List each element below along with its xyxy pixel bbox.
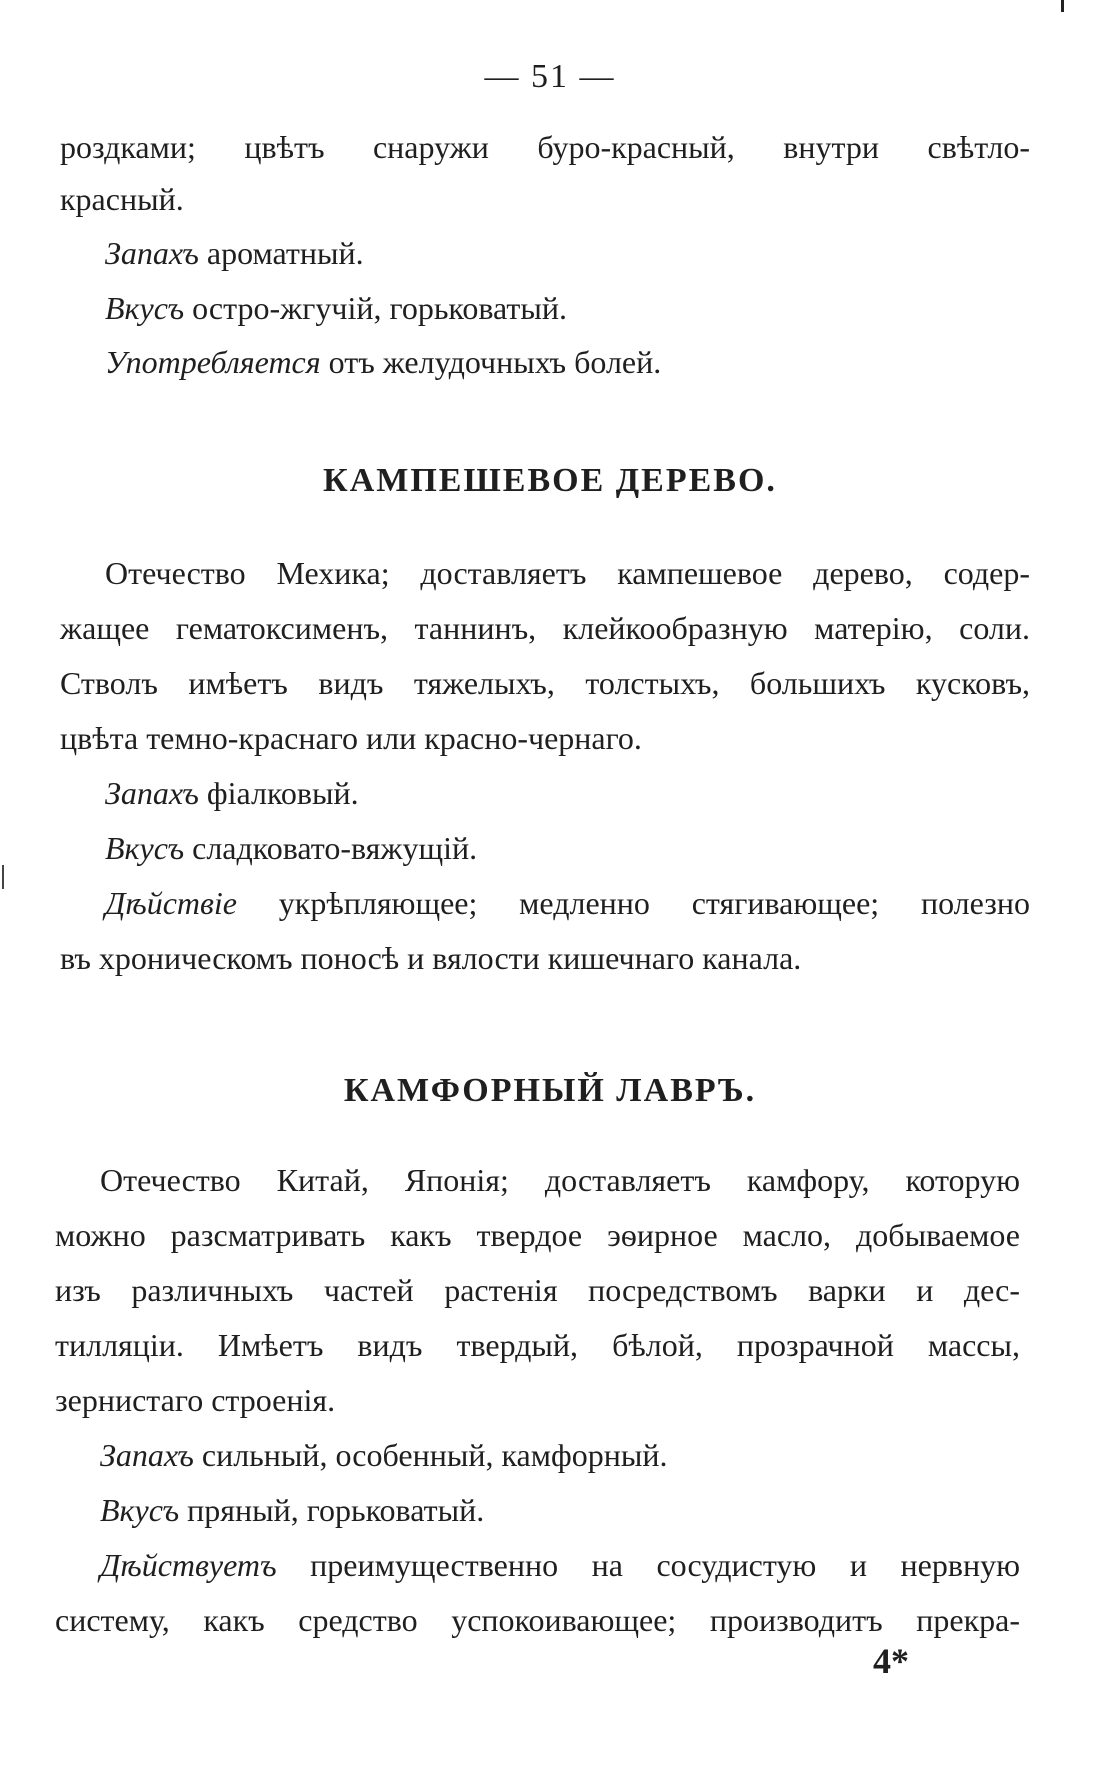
section-1-action-continued: въ хроническомъ поносѣ и вялости кишечнаго канала.: [60, 940, 802, 976]
section-2-line-4: тилляціи. Имѣетъ видъ твердый, бѣлой, прозрачной массы,: [55, 1327, 1020, 1363]
continuation-smell: [105, 233, 364, 273]
section-1-line-2: жащее гематоксименъ, таннинъ, клейкообразную матерію, соли.: [60, 610, 1030, 646]
section-1-line-3: Стволъ имѣетъ видъ тяжелыхъ, толстыхъ, большихъ кусковъ,: [60, 665, 1030, 701]
section-1-taste: [105, 828, 477, 868]
action-label: Дѣйствіе: [105, 885, 237, 921]
use-text: отъ желудочныхъ болей.: [328, 344, 662, 380]
section-2-line-2: можно разсматривать какъ твердое эѳирное масло, добываемое: [55, 1217, 1020, 1253]
page-edge-mark: [1061, 0, 1064, 12]
use-label: Употребляется: [105, 344, 321, 380]
taste-text: остро-жгучій, горьковатый.: [192, 290, 567, 326]
action-label: Дѣйствуетъ: [100, 1547, 277, 1583]
section-1-title: КАМПЕШЕВОЕ ДЕРЕВО.: [323, 462, 777, 499]
section-1-line-1: Отечество Мехика; доставляетъ кампешевое дерево, содер-: [105, 555, 1030, 591]
continuation-taste: [105, 288, 567, 328]
section-1-action: [105, 883, 1030, 923]
section-2-smell: [100, 1435, 667, 1475]
signature-mark: 4*: [873, 1641, 909, 1681]
taste-label: Вкусъ: [100, 1492, 180, 1528]
taste-text: сладковато-вяжущій.: [192, 830, 478, 866]
smell-label: Запахъ: [105, 235, 199, 271]
section-2-taste: [100, 1490, 484, 1530]
section-2-line-1: Отечество Китай, Японія; доставляетъ камфору, которую: [100, 1162, 1020, 1198]
section-2-action-continued: систему, какъ средство успокоивающее; производитъ прекра-: [55, 1602, 1020, 1638]
section-2-action: [100, 1545, 1020, 1585]
taste-label: Вкусъ: [105, 290, 185, 326]
continuation-line-1: роздками; цвѣтъ снаружи буро-красный, внутри свѣтло-: [60, 129, 1030, 165]
continuation-line-2: красный.: [60, 181, 184, 217]
smell-label: Запахъ: [100, 1437, 194, 1473]
action-text: укрѣпляющее; медленно стягивающее; полезно: [278, 885, 1030, 921]
section-2-title: КАМФОРНЫЙ ЛАВРЪ.: [343, 1072, 757, 1109]
section-2-line-3: изъ различныхъ частей растенія посредствомъ варки и дес-: [55, 1272, 1020, 1308]
section-1-smell: [105, 773, 359, 813]
continuation-use: [105, 342, 661, 382]
smell-text: фіалковый.: [206, 775, 359, 811]
margin-mark: [2, 865, 4, 889]
taste-label: Вкусъ: [105, 830, 185, 866]
section-1-line-4: цвѣта темно-краснаго или красно-чернаго.: [60, 720, 642, 756]
smell-text: ароматный.: [206, 235, 364, 271]
section-2-line-5: зернистаго строенія.: [55, 1382, 336, 1418]
page-number: — 51 —: [484, 58, 616, 95]
taste-text: пряный, горьковатый.: [187, 1492, 485, 1528]
action-text: преимущественно на сосудистую и нервную: [310, 1547, 1021, 1583]
smell-text: сильный, особенный, камфорный.: [201, 1437, 668, 1473]
smell-label: Запахъ: [105, 775, 199, 811]
